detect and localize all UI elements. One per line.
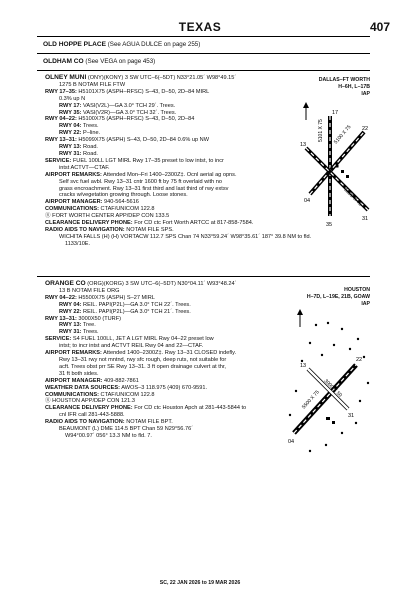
remark-line: 31 ft both sides. [59, 370, 99, 377]
airport-ident: (ORG)(KORG) [87, 281, 124, 287]
runway-dimension-label: 5099 X 75 [342, 187, 363, 208]
runway-dimension-label: 5100 X 75 [332, 124, 353, 146]
remark-line: COMMUNICATIONS: CTAF/UNICOM 122.8 [45, 391, 155, 398]
remark-line: RWY 04: Trees. [59, 123, 99, 130]
xref-name: OLD HOPPE PLACE [43, 41, 107, 48]
remark-line: RWY 04–22: H5500X75 (ASPH) S–27 MIRL [45, 294, 155, 301]
chart-ref: HOUSTON [344, 287, 370, 293]
remark-line: RWY 31: Trees. [59, 329, 99, 336]
remark-line: RWY 35: VASI(V2R)—GA 3.0° TCH 32´. Trees. [59, 109, 177, 116]
remark-line: Ⓡ FORT WORTH CENTER APP/DEP CON 133.5 [45, 213, 170, 220]
runway-number: 31 [362, 216, 369, 222]
airport-location: 3 SW UTC–6(–5DT) N30°04.11´ W93°48.24´ [125, 281, 237, 287]
remark-line: RWY 13: Road. [59, 144, 98, 151]
remark-line: RWY 22: REIL. PAPI(P2L)—GA 3.0° TCH 21´. Trees. [59, 308, 191, 315]
runway-number: 13 [300, 142, 307, 148]
remark-line: intst; to incr intst and ACTVT REIL Rwy 04 and 22—CTAF. [59, 343, 204, 350]
airport-title-line [45, 75, 285, 82]
building [326, 417, 330, 420]
chart-ref: H–6H, L–17B [338, 83, 370, 90]
remark-line: CLEARANCE DELIVERY PHONE: For CD ctc Fort Worth ARTCC at 817-858-7584. [45, 220, 254, 227]
remark-line: SERVICE: FUEL 100LL LGT MIRL Rwy 17–35 preset to low intst, to incr [45, 157, 224, 164]
airport-elev-line: 1275 B NOTAM FILE FTW [59, 81, 126, 88]
divider [37, 70, 370, 71]
state-title: TEXAS [178, 20, 222, 34]
runway-dimension-label: 5500 X 75 [301, 389, 321, 411]
header-rule [37, 36, 370, 37]
runway-number: 22 [362, 126, 369, 132]
airport-name: ORANGE CO [45, 280, 86, 287]
remark-line: cnl IFR call 281-443-5888. [59, 412, 125, 419]
building [336, 165, 339, 168]
chart-refs-olney [319, 77, 370, 97]
remark-line: acft. Trees obst prr SE Rwy 13–31. 3 ft open drainage culvert at thr, [59, 363, 226, 370]
remark-line: WICHITA FALLS (H) (H) VORTACW 112.7 SPS Chan 74 N33°59.24´ W98°35.61´ 187° 39.8 NM to fld. [59, 233, 312, 240]
runway-number: 31 [348, 413, 355, 419]
remark-line: RADIO AIDS TO NAVIGATION: NOTAM FILE BPT. [45, 419, 173, 426]
remark-line: SERVICE: S4 FUEL 100LL, JET A LGT MIRL Rwy 04–22 preset low [45, 336, 214, 343]
chart-ref: DALLAS–FT WORTH [318, 77, 370, 83]
remark-line: AIRPORT MANAGER: 409-882-7861 [45, 377, 139, 384]
remark-line: AIRPORT MANAGER: 940-564-5616 [45, 199, 139, 206]
chart-ref: IAP [361, 300, 370, 307]
page-number: 407 [369, 20, 390, 34]
airport-remarks [45, 295, 285, 440]
runway-number: 22 [356, 357, 363, 363]
xref-entry [43, 41, 200, 48]
remark-line: 1133/10E. [65, 240, 91, 247]
divider [37, 53, 370, 54]
north-arrow-head [303, 102, 309, 108]
remark-line: RWY 04: REIL. PAPI(P2L)—GA 3.0° TCH 22´. Trees. [59, 301, 191, 308]
remark-line: RWY 04–22: H5100X75 (ASPH–RFSC) S–43, D–50, 2D–84 [45, 116, 195, 123]
runway-dimension-label: 3000 X 50 [322, 378, 343, 399]
remark-line: W94°00.97´ 056° 13.3 NM to fld. 7. [65, 432, 152, 439]
remark-line: WEATHER DATA SOURCES: AWOS–3 118.975 (409) 670-9591. [45, 384, 208, 391]
xref-name: OLDHAM CO [43, 58, 84, 65]
airport-title-line [45, 281, 285, 288]
remark-line: Self svc fuel avbl. Rwy 13–31 cntr 1600 ft by 75 ft overlaid with no [59, 178, 222, 185]
remark-line: 0.3% up N [59, 95, 86, 102]
remark-line: AIRPORT REMARKS: Attended 1400–2300Z‡. Rwy 13–31 CLOSED indefly. [45, 350, 237, 357]
runway-dimension-label: 5101 X 75 [318, 119, 324, 142]
building [332, 421, 335, 424]
remark-line: cracks w/vegetation growing through. Loose stones. [59, 192, 188, 199]
remark-line: grass encroachment. Rwy 13–31 first third and last third of rwy extsv [59, 185, 229, 192]
remark-line: RWY 17: VASI(V2L)—GA 3.0° TCH 29´. Trees. [59, 102, 176, 109]
airport-elev-line: 13 B NOTAM FILE ORG [59, 287, 120, 294]
airport-diagram-orange [286, 305, 374, 465]
xref-see: (See AGUA DULCE on page 255) [107, 41, 201, 48]
remark-line: RWY 22: P–line. [59, 130, 101, 137]
divider [37, 276, 370, 277]
runway-number: 13 [300, 363, 307, 369]
remark-line: COMMUNICATIONS: CTAF/UNICOM 122.8 [45, 206, 155, 213]
remark-line: BEAUMONT (L) DME 114.5 BPT Chan 59 N29°56.76´ [59, 426, 194, 433]
remark-line: Rwy 13–31 rwy not mntnd, rwy sfc rough, deep ruts, not suitable for [59, 356, 227, 363]
airport-name: OLNEY MUNI [45, 74, 87, 81]
remark-line: RWY 13: Tree. [59, 322, 96, 329]
airport-entry-olney [45, 74, 312, 248]
remark-line: RWY 13–31: H5099X75 (ASPH) S–43, D–50, 2D–84 0.6% up NW [45, 137, 209, 144]
remark-line: intst ACTVT—CTAF. [59, 164, 110, 171]
chart-ref: H–7D, L–19E, 21B, GOAW [306, 293, 370, 300]
remark-line: Ⓡ HOUSTON APP/DEP CON 121.3 [45, 398, 135, 405]
page-header [0, 0, 400, 34]
remark-line: AIRPORT REMARKS: Attended Mon–Fri 1400–2300Z‡. Ocnl aerial ag opns. [45, 171, 237, 178]
remark-line: RWY 17–35: H5101X75 (ASPH–RFSC) S–43, D–50, 2D–84 MIRL [45, 88, 210, 95]
airport-remarks [45, 88, 312, 248]
runway-number: 17 [332, 110, 339, 116]
remark-line: RWY 13–31: 3000X50 (TURF) [45, 315, 121, 322]
runway-number: 04 [304, 198, 311, 204]
xref-entry [43, 58, 155, 65]
airport-ident: (ONY)(KONY) [87, 75, 124, 81]
runway-number: 35 [326, 222, 333, 228]
remark-line: RWY 31: Road. [59, 150, 98, 157]
building [346, 175, 349, 178]
building [341, 170, 344, 173]
effective-dates: SC, 22 JAN 2026 to 19 MAR 2026 [159, 580, 241, 586]
runway-number: 04 [288, 439, 295, 445]
north-arrow-head [297, 309, 303, 315]
xref-see: (See VEGA on page 453) [85, 58, 156, 65]
airport-diagram-olney [296, 98, 374, 248]
airport-location: 3 SW UTC–6(–5DT) N33°21.05´ W98°49.15´ [124, 75, 237, 81]
remark-line: RADIO AIDS TO NAVIGATION: NOTAM FILE SPS. [45, 226, 174, 233]
chart-ref: IAP [361, 90, 370, 97]
airport-entry-orange [45, 281, 285, 440]
runway-turf-fill [308, 369, 348, 409]
remark-line: CLEARANCE DELIVERY PHONE: For CD ctc Houston Apch at 281-443-5844 to [45, 405, 247, 412]
